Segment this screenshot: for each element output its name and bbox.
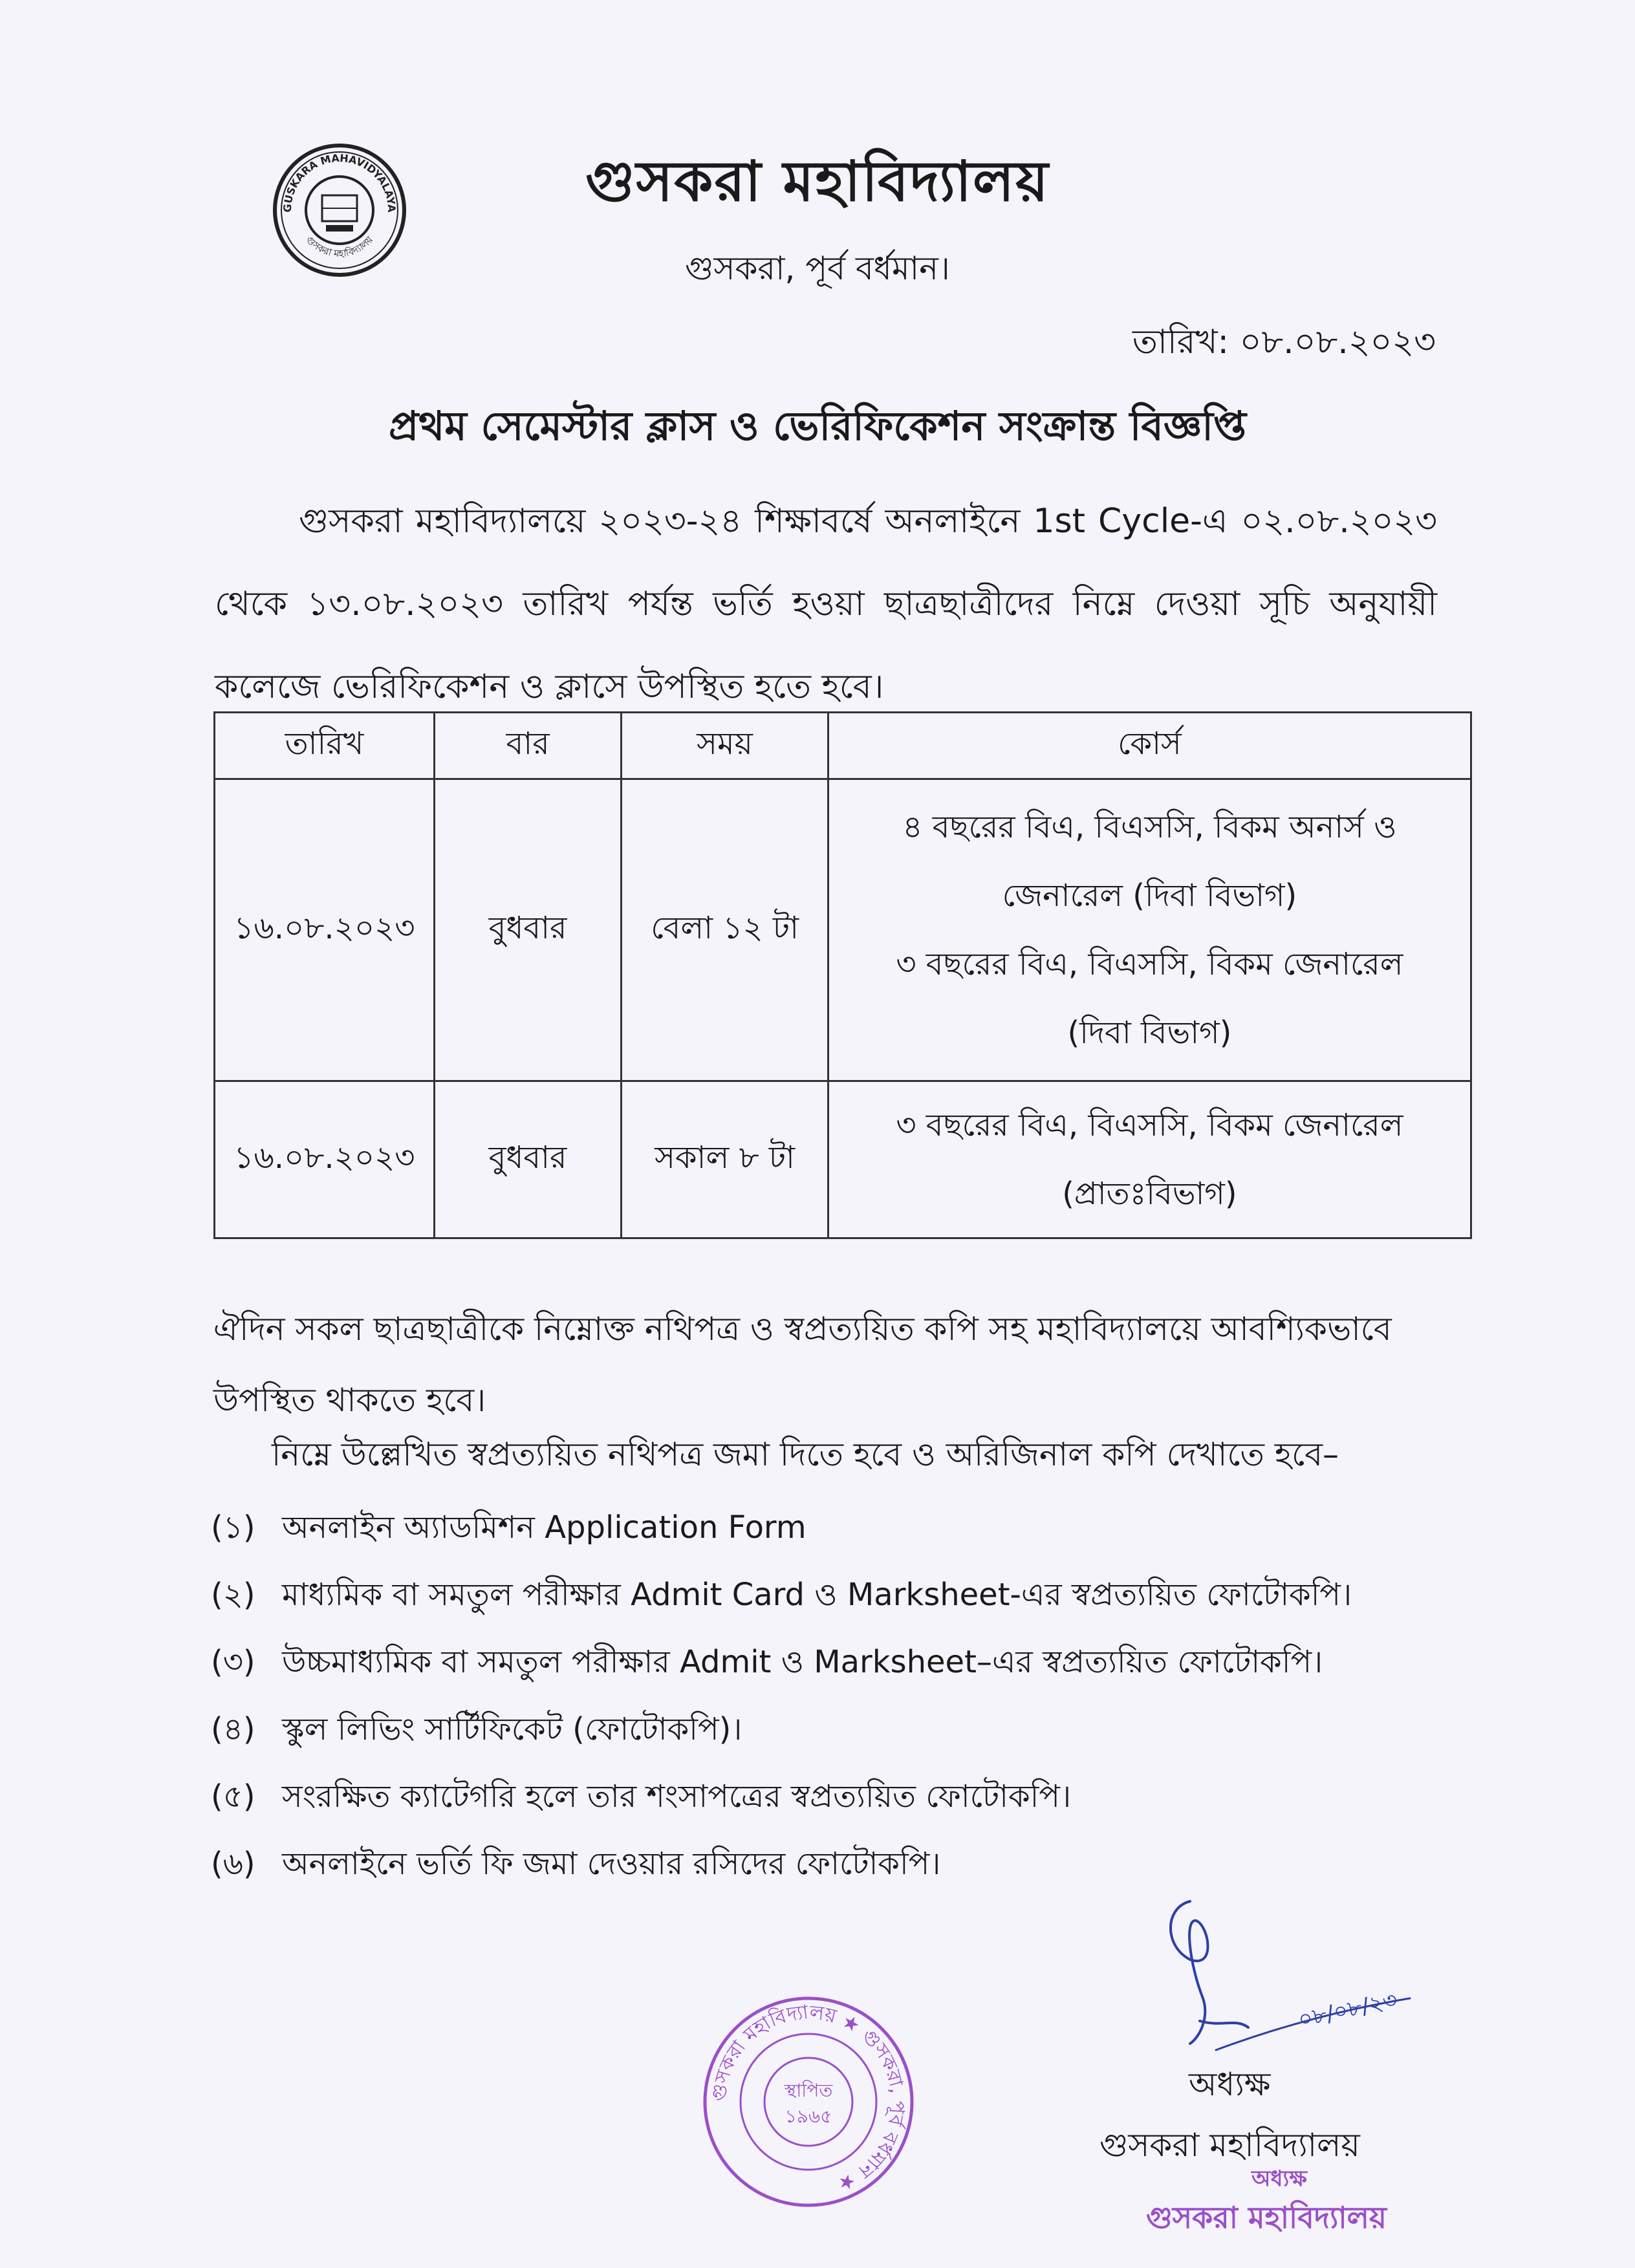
header-course: কোর্স (828, 713, 1471, 779)
item-text: মাধ্যমিক বা সমতুল পরীক্ষার Admit Card ও Marksheet-এর স্বপ্রত্যয়িত ফোটোকপি। (282, 1577, 1352, 1613)
course-line: ৩ বছরের বিএ, বিএসসি, বিকম জেনারেল (896, 1107, 1403, 1143)
documents-heading: নিম্নে উল্লেখিত স্বপ্রত্যয়িত নথিপত্র জমা দিতে হবে ও অরিজিনাল কপি দেখাতে হবে– (272, 1436, 1339, 1473)
signature-date: ০৮/০৮/২৩ (1295, 1987, 1400, 2033)
cell-date: ১৬.০৮.২০২৩ (215, 779, 435, 1081)
principal-rubber-stamp (1118, 2166, 1415, 2238)
cell-time: সকাল ৮ টা (622, 1081, 828, 1238)
college-name: গুসকরা মহাবিদ্যালয় (585, 149, 1050, 214)
svg-text:GUSKARA MAHAVIDYALAYA: GUSKARA MAHAVIDYALAYA (281, 151, 398, 213)
cell-time: বেলা ১২ টা (622, 779, 828, 1081)
list-item (211, 1763, 1472, 1830)
table-row (215, 779, 1471, 1081)
course-line: ৪ বছরের বিএ, বিএসসি, বিকম অনার্স ও (902, 809, 1397, 845)
cell-day: বুধবার (434, 779, 622, 1081)
list-item (211, 1494, 1472, 1561)
course-line: (দিবা বিভাগ) (1067, 1015, 1232, 1051)
stamp-college: গুসকরা মহাবিদ্যালয় (1145, 2200, 1387, 2235)
svg-text:গুসকরা মহাবিদ্যালয় ★ গুসকরা,: গুসকরা মহাবিদ্যালয় ★ গুসকরা, পূর্ব বর্ধমান ★ (708, 2001, 909, 2196)
notice-date: তারিখ: ০৮.০৮.২০২৩ (1132, 323, 1436, 362)
item-text: অনলাইনে ভর্তি ফি জমা দেওয়ার রসিদের ফোটোকপি। (282, 1846, 941, 1882)
notice-title: প্রথম সেমেস্টার ক্লাস ও ভেরিফিকেশন সংক্রান্ত বিজ্ঞপ্তি (389, 402, 1246, 449)
documents-list (211, 1494, 1472, 1897)
attendance-paragraph: ঐদিন সকল ছাত্রছাত্রীকে নিম্নোক্ত নথিপত্র ও স্বপ্রত্যয়িত কপি সহ মহাবিদ্যালয়ে আবশ্যিকভাবে উপস্থিত থাকতে হবে। (213, 1310, 1392, 1419)
header-time: সময় (622, 713, 828, 779)
item-number: (৬) (211, 1846, 255, 1882)
item-text: উচ্চমাধ্যমিক বা সমতুল পরীক্ষার Admit ও Marksheet–এর স্বপ্রত্যয়িত ফোটোকপি। (282, 1644, 1323, 1680)
principal-college: গুসকরা মহাবিদ্যালয় (1099, 2126, 1360, 2164)
cell-day: বুধবার (434, 1081, 622, 1238)
table-header-row (215, 713, 1471, 779)
college-seal-stamp (698, 1992, 918, 2212)
item-number: (২) (211, 1577, 255, 1613)
table-row (215, 1081, 1471, 1238)
course-line: (প্রাতঃবিভাগ) (1062, 1176, 1237, 1212)
seal-year: ১৯৬৫ (785, 2106, 832, 2127)
list-item (211, 1628, 1472, 1696)
principal-signature (1138, 1888, 1423, 2082)
item-number: (৩) (211, 1644, 255, 1680)
item-text: স্কুল লিভিং সার্টিফিকেট (ফোটোকপি)। (282, 1711, 742, 1747)
header-date: তারিখ (215, 713, 435, 779)
college-address: গুসকরা, পূর্ব বর্ধমান। (685, 250, 950, 287)
seal-established-label: স্থাপিত (784, 2080, 833, 2101)
course-line: ৩ বছরের বিএ, বিএসসি, বিকম জেনারেল (896, 946, 1403, 982)
item-number: (৫) (211, 1778, 255, 1815)
principal-title: অধ্যক্ষ (1189, 2066, 1271, 2103)
list-item (211, 1830, 1472, 1897)
list-item (211, 1696, 1472, 1763)
header-day: বার (434, 713, 622, 779)
item-number: (১) (211, 1509, 255, 1546)
schedule-table (213, 711, 1472, 1239)
cell-course (828, 779, 1471, 1081)
item-text: অনলাইন অ্যাডমিশন Application Form (282, 1509, 807, 1546)
course-line: জেনারেল (দিবা বিভাগ) (1002, 878, 1297, 914)
cell-course (828, 1081, 1471, 1238)
list-item (211, 1561, 1472, 1628)
cell-date: ১৬.০৮.২০২৩ (215, 1081, 435, 1238)
intro-paragraph: গুসকরা মহাবিদ্যালয়ে ২০২৩-২৪ শিক্ষাবর্ষে অনলাইনে 1st Cycle-এ ০২.০৮.২০২৩ থেকে ১৩.০৮.২০২৩ তারিখ পর্যন্ত ভর্তি হওয়া ছাত্রছাত্রীদের নিম্নে দেওয়া সূচি অনুযায়ী কলেজে ভেরিফিকেশন ও ক্লাসে উপস্থিত হতে হবে। (215, 502, 1437, 706)
svg-text:গুসকরা মহাবিদ্যালয়: গুসকরা মহাবিদ্যালয় (303, 233, 376, 260)
item-number: (৪) (211, 1711, 255, 1747)
item-text: সংরক্ষিত ক্যাটেগরি হলে তার শংসাপত্রের স্বপ্রত্যয়িত ফোটোকপি। (282, 1778, 1072, 1815)
stamp-title: অধ্যক্ষ (1251, 2166, 1307, 2192)
